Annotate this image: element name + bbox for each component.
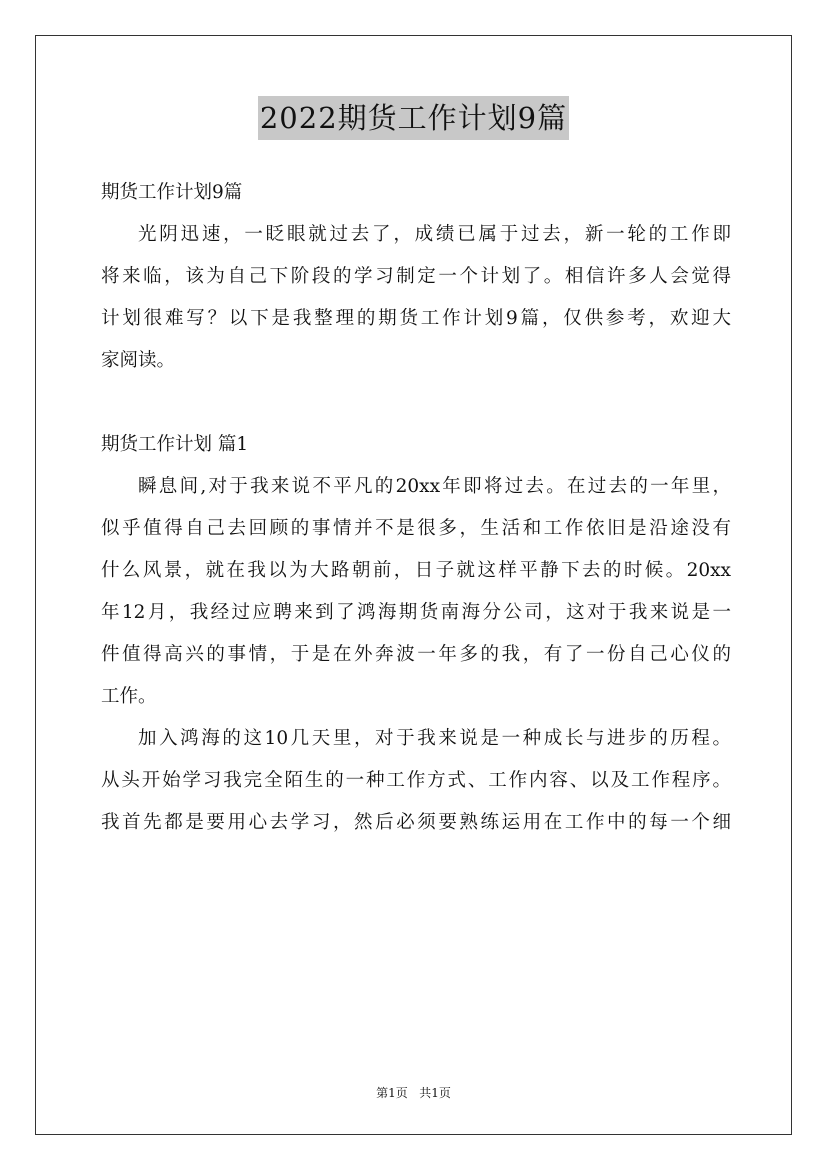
paragraph-line: 加入鸿海的这10几天里，对于我来说是一种成长与进步的历程。: [138, 728, 731, 749]
intro-line: 计划很难写？以下是我整理的期货工作计划9篇，仅供参考，欢迎大: [101, 308, 731, 329]
intro-line: 将来临，该为自己下阶段的学习制定一个计划了。相信许多人会觉得: [101, 266, 731, 287]
paragraph-line: 从头开始学习我完全陌生的一种工作方式、工作内容、以及工作程序。: [101, 770, 731, 791]
document-body: [101, 172, 731, 844]
document-subtitle: 期货工作计划9篇: [101, 182, 243, 203]
paragraph-line: 什么风景，就在我以为大路朝前，日子就这样平静下去的时候。20xx: [101, 560, 731, 581]
paragraph-line: 件值得高兴的事情，于是在外奔波一年多的我，有了一份自己心仪的: [101, 644, 731, 665]
paragraph-line: 工作。: [101, 686, 157, 707]
intro-line: 光阴迅速，一眨眼就过去了，成绩已属于过去，新一轮的工作即: [138, 224, 731, 245]
paragraph-line: 似乎值得自己去回顾的事情并不是很多，生活和工作依旧是沿途没有: [101, 518, 731, 539]
paragraph-line: 瞬息间,对于我来说不平凡的20xx年即将过去。在过去的一年里，: [138, 476, 731, 497]
document-title: 2022期货工作计划9篇: [258, 96, 569, 140]
paragraph-line: 我首先都是要用心去学习，然后必须要熟练运用在工作中的每一个细: [101, 812, 731, 833]
page-footer: 第1页 共1页: [376, 1086, 451, 1100]
intro-line: 家阅读。: [101, 350, 176, 371]
paragraph-line: 年12月，我经过应聘来到了鸿海期货南海分公司，这对于我来说是一: [101, 602, 731, 623]
section-heading: 期货工作计划 篇1: [101, 434, 249, 455]
